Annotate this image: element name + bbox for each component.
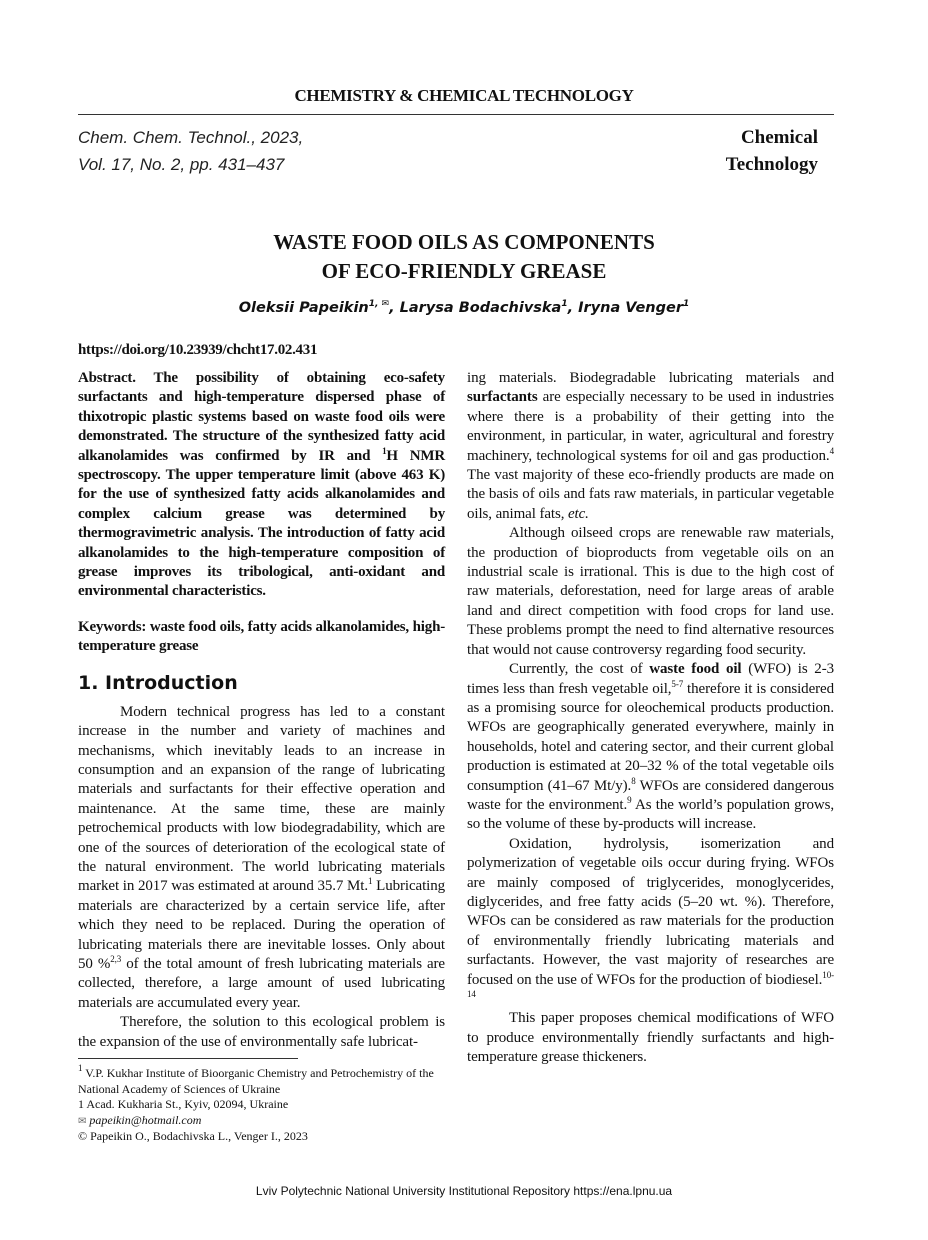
footnote-mark: 1 [78,1063,83,1073]
text-run: This paper proposes chemical modifications of WFO to produce environmentally friendly surfactants and high-temperature grease thickeners. [467,1010,834,1066]
title-line-2: OF ECO-FRIENDLY GREASE [321,259,607,283]
section-line-2: Technology [725,154,818,175]
text-run: The vast majority of these eco-friendly products are made on the basis of oils and fats raw materials, in particular vegetable oils, animal fats, [467,467,834,522]
paragraph [78,369,445,602]
text-run: etc. [568,505,589,522]
author: Oleksii Papeikin [238,300,369,316]
section-name [726,124,818,178]
header-divider [78,114,834,115]
footnote-copyright: © Papeikin O., Bodachivska L., Venger I., 2023 [78,1129,308,1143]
text-run: Therefore, the solution to this ecological problem is the expansion of the use of environmentally safe lubricat- [78,1014,445,1050]
abstract [78,369,445,602]
text-run: Oxidation, hydrolysis, isomerization and polymerization of vegetable oils occur during frying. WFOs are mainly composed of triglycerides, monoglycerides, diglycerides, and free fatty acids (5–20 wt. %). Therefore, WFOs can be considered as raw materials for the production of environmentally friendly lubricating materials and surfactants. However, the vast majority of researches are focused on the use of WFOs for the production of biodiesel. [467,835,834,988]
text-run: Currently, the cost of [509,661,650,678]
authors: Oleksii Papeikin$^{1, ✉}$, Larysa Bodachivska$^1$, Iryna Venger$^1$ [238,299,690,316]
footnotes [78,1063,448,1145]
text-run: WFOs are considered dangerous waste for the environment. [467,777,834,813]
text-run: Lubricating materials are characterized by a certain service life, after which they need to be replaced. During the operation of lubricating materials there are inevitable losses. Only about 50 % [78,878,446,972]
text-run: (WFO) is 2-3 times less than fresh vegetable oil, [467,661,834,697]
citation-superscript: 2,3 [110,953,122,964]
doi-link[interactable]: https://doi.org/10.23939/chcht17.02.431 [78,342,318,358]
author-affiliation-mark: 1 [561,299,568,309]
text-run: are especially necessary to be used in industries where there is a probability of their getting into the environment, in particular, in water, agricultural and forestry machinery, technological systems for oil and gas production. [467,389,834,464]
text-run: H NMR spectroscopy. The upper temperature limit (above 463 K) for the use of synthesized fatty acids alkanolamides and complex calcium grease was determined by thermogravimetric analysis. The introduction of fatty acid alkanolamides to the high-temperature composition of grease improves its tribological, anti-oxidant and environmental characteristics. [78,447,445,600]
left-column [78,369,445,1145]
citation-superscript: 1 [368,876,373,887]
citation-line-2: Vol. 17, No. 2, pp. 431–437 [78,155,285,174]
author-affiliation-mark: 1 [683,299,690,309]
affiliation-text: V.P. Kukhar Institute of Bioorganic Chemistry and Petrochemistry of the National Academy of Sciences of Ukraine [78,1066,434,1096]
text-run: surfactants [467,389,538,406]
paragraph [78,1013,445,1052]
text-run: waste food oils, fatty acids alkanolamides, high-temperature grease [78,618,446,655]
author: Larysa Bodachivska [399,300,562,316]
author: Iryna Venger [578,300,683,316]
paragraph [467,835,834,1010]
paragraph [467,524,834,660]
footnote-address: 1 Acad. Kukharia St., Kyiv, 02094, Ukraine [78,1097,289,1111]
citation-superscript: 10-14 [467,969,834,999]
text-run: The possibility of obtaining eco-safety surfactants and high-temperature dispersed phase of thixotropic plastic systems based on waste food oils were demonstrated. The structure of the synthesized fatty acid alkanolamides was confirmed by IR and [78,370,445,464]
text-run: waste food oil [649,661,742,678]
paragraph [467,369,834,524]
repository-footer: Lviv Polytechnic National University Institutional Repository https://ena.lpnu.ua [255,1184,673,1198]
text-run: Modern technical progress has led to a constant increase in the number and variety of machines and mechanisms, which inevitably leads to an increase in consumption and an expansion of the range of lubricating materials and surfactants for their effective operation and maintenance. At the same time, these are mainly petrochemical products with low biodegradability, which are one of the sources of deterioration of the ecological state of the natural environment. The world lubricating materials market in 2017 was estimated at around 35.7 Mt. [78,703,445,895]
text-run: Keywords: [78,618,150,635]
journal-name: CHEMISTRY & CHEMICAL TECHNOLOGY [294,86,634,105]
text-run: Although oilseed crops are renewable raw materials, the production of bioproducts from vegetable oils on an industrial scale is irrational. This is due to the high cost of raw materials, deforestation, need for large areas of arable land and direct competition with food crops for land use. These problems prompt the need to find alternative resources that would not cause controversy regarding food security. [467,525,834,658]
left-column-body [78,703,445,1052]
section-heading: 1. Introduction [78,671,238,694]
paragraph [78,618,445,657]
article-title [0,228,928,286]
footnote-affiliation [78,1063,448,1097]
text-run: of the total amount of fresh lubricating materials are collected, therefore, a large amount of used lubricating materials are accumulated every year. [78,955,445,1011]
citation-superscript: 4 [829,445,834,456]
paragraph [78,703,445,1014]
envelope-icon: ✉ [78,1115,87,1127]
paragraph [467,1009,834,1067]
keywords [78,618,445,657]
section-line-1: Chemical [740,127,818,148]
text-run: therefore it is considered as a promising source for oleochemical products production. WFOs are geographically generated everywhere, mainly in households, hotel and catering sector, and their current global production is estimated at 20–32 % of the total vegetable oils consumption (41–67 Mt/y). [467,680,834,794]
footnote-email [78,1113,448,1130]
author-affiliation-mark: 1, ✉ [368,299,390,309]
text-run: As the world’s population grows, so the volume of these by-products will increase. [467,796,834,833]
citation-superscript: 8 [631,775,636,786]
citation-superscript: 5-7 [671,678,684,689]
citation-superscript: 1 [382,445,387,456]
text-run: ing materials. Biodegradable lubricating materials and [467,370,834,386]
footnote-divider [78,1058,298,1059]
paragraph [467,660,834,835]
citation [78,124,303,178]
text-run: Abstract. [78,370,154,386]
email-link[interactable]: papeikin@hotmail.com [89,1112,202,1127]
right-column-body [467,369,834,1068]
citation-line-1: Chem. Chem. Technol., 2023, [78,128,304,147]
title-line-1: WASTE FOOD OILS AS COMPONENTS [273,230,655,254]
citation-superscript: 9 [627,794,632,805]
